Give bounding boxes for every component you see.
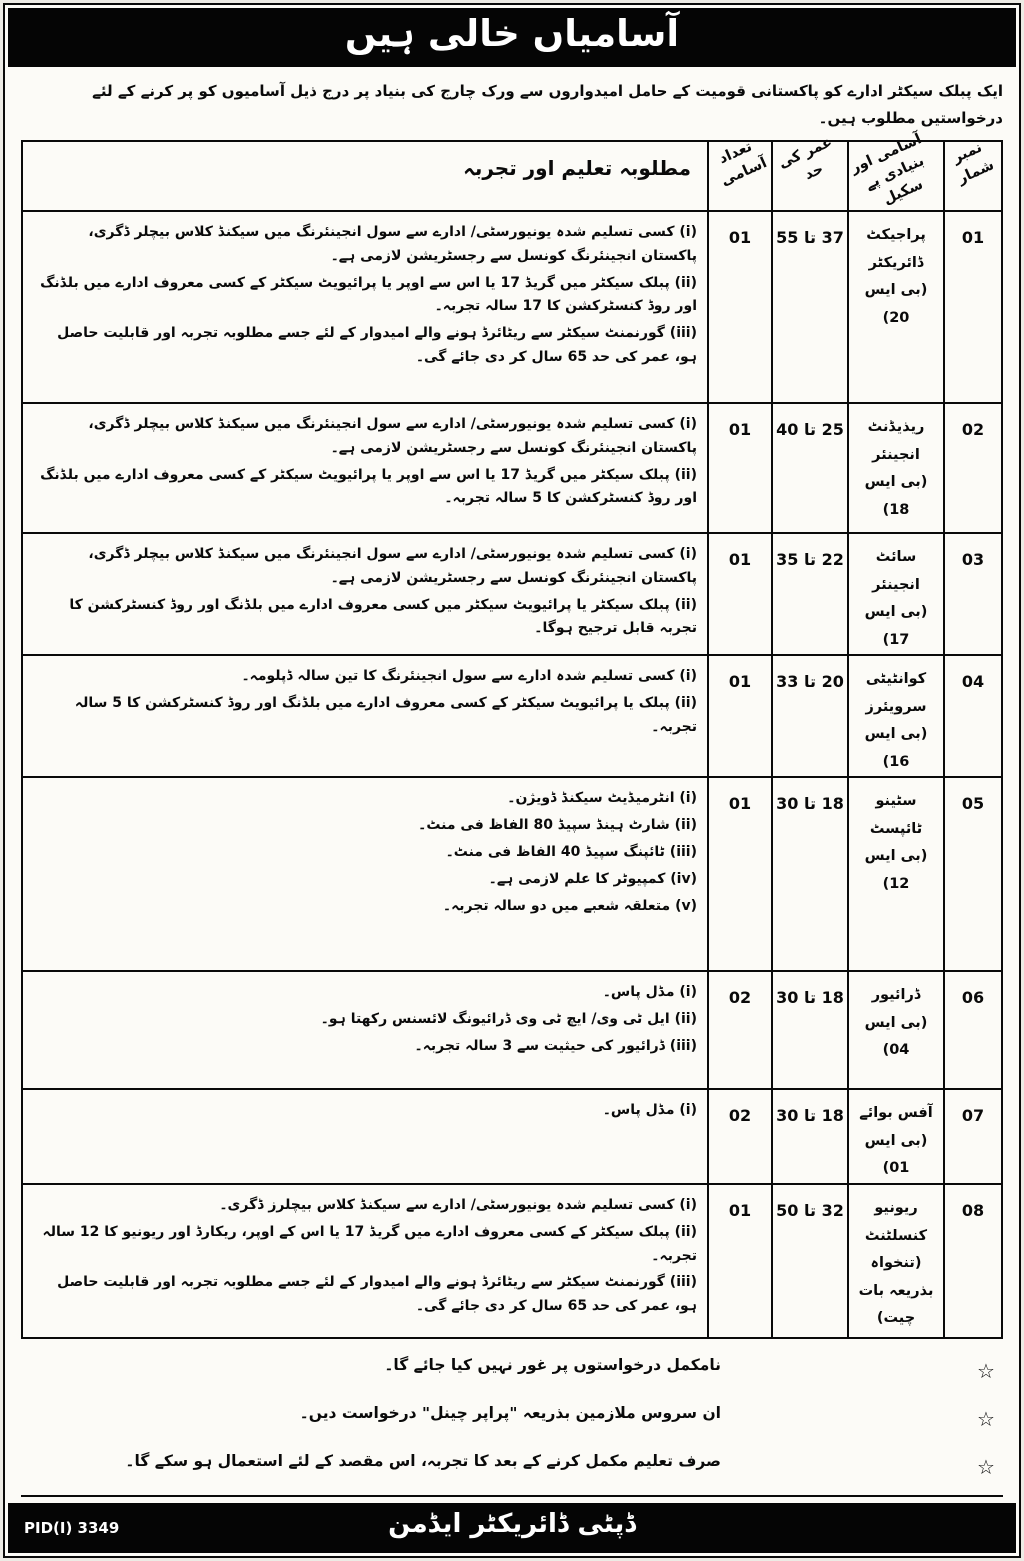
vacancies-table	[21, 131, 1003, 1339]
serial-cell: 05	[944, 777, 1002, 971]
post-cell	[848, 1184, 944, 1338]
requirement-item	[33, 594, 697, 642]
post-cell	[848, 777, 944, 971]
requirement-item	[33, 272, 697, 320]
requirement-item	[33, 464, 697, 512]
requirement-text: پبلک سیکٹر میں گریڈ 17 یا اس سے اوپر یا پرائیویٹ سیکٹر کے کسی معروف ادارے میں بلڈنگ اور روڈ کنسٹرکشن کا 5 سالہ تجربہ۔	[40, 466, 697, 507]
requirement-item	[33, 322, 697, 370]
table-row	[22, 655, 1002, 777]
education-cell	[22, 403, 708, 533]
requirement-text: کسی تسلیم شدہ یونیورسٹی/ ادارے سے سول انجینئرنگ میں سیکنڈ کلاس بیچلر ڈگری، پاکستان انجینئرنگ کونسل سے رجسٹریشن لازمی ہے۔	[88, 224, 697, 264]
note-row	[21, 1447, 1003, 1486]
requirement-text: کسی تسلیم شدہ ادارے سے سول انجینئرنگ کا تین سالہ ڈپلومہ۔	[241, 668, 675, 685]
age-cell: 20 تا 33	[772, 655, 848, 777]
note-text: صرف تعلیم مکمل کرنے کے بعد کا تجربہ، اس مقصد کے لئے استعمال ہو سکے گا۔	[125, 1452, 721, 1471]
ad-title-banner	[8, 8, 1016, 67]
requirement-number: (i)	[679, 224, 697, 240]
post-scale: (بی ایس 18)	[864, 474, 928, 518]
requirement-number: (iii)	[669, 325, 697, 342]
notes-section	[5, 1339, 1019, 1503]
post-scale: (بی ایس 17)	[864, 604, 928, 648]
post-name: سٹینو ٹائپسٹ	[869, 793, 923, 837]
post-cell	[848, 533, 944, 655]
post-cell	[848, 1089, 944, 1184]
serial-cell: 04	[944, 655, 1002, 777]
education-cell	[22, 533, 708, 655]
education-cell	[22, 655, 708, 777]
age-cell: 18 تا 30	[772, 1089, 848, 1184]
age-cell: 18 تا 30	[772, 777, 848, 971]
requirement-text: پبلک یا پرائیویٹ سیکٹر کے کسی معروف ادارے میں بلڈنگ اور روڈ کنسٹرکشن کا 5 سالہ تجربہ۔	[74, 694, 697, 735]
age-cell: 25 تا 40	[772, 403, 848, 533]
note-text: نامکمل درخواستوں پر غور نہیں کیا جائے گا۔	[384, 1356, 721, 1375]
serial-cell: 01	[944, 211, 1002, 403]
post-name: آفس بوائے	[859, 1105, 933, 1122]
requirement-item	[33, 221, 697, 269]
post-name: پراجیکٹ ڈائریکٹر	[866, 227, 926, 271]
requirement-number: (iv)	[670, 870, 697, 887]
requirement-number: (ii)	[674, 466, 697, 483]
requirement-item	[33, 1271, 697, 1319]
requirement-number: (ii)	[674, 817, 697, 834]
education-cell	[22, 1184, 708, 1338]
header-age-label: عمر کی حد	[776, 134, 835, 184]
requirement-number: (i)	[679, 668, 697, 685]
post-name: سائٹ انجینئر	[872, 549, 920, 593]
requirement-text: شارٹ ہینڈ سپیڈ 80 الفاظ فی منٹ۔	[418, 817, 670, 834]
requirement-text: ایل ٹی وی/ ایچ ٹی وی ڈرائیونگ لائسنس رکھتا ہو۔	[320, 1011, 670, 1028]
requirement-text: کسی تسلیم شدہ یونیورسٹی/ ادارے سے سیکنڈ کلاس بیچلرز ڈگری۔	[219, 1197, 675, 1214]
requirement-item	[33, 692, 697, 740]
serial-cell: 03	[944, 533, 1002, 655]
requirement-item	[33, 787, 697, 811]
requirement-number: (ii)	[674, 274, 697, 291]
requirement-number: (ii)	[674, 1011, 697, 1028]
age-cell: 37 تا 55	[772, 211, 848, 403]
table-row	[22, 1089, 1002, 1184]
requirement-text: گورنمنٹ سیکٹر سے ریٹائرڈ ہونے والے امیدوار کے لئے جسے مطلوبہ تجربہ اور قابلیت حاصل ہو، عمر کی حد 65 سال کر دی جائے گی۔	[57, 1274, 697, 1315]
header-education: مطلوبہ تعلیم اور تجربہ	[22, 141, 708, 211]
count-cell: 01	[708, 403, 772, 533]
star-icon: ☆	[977, 1359, 995, 1384]
requirement-item	[33, 413, 697, 461]
requirement-text: پبلک سیکٹر میں گریڈ 17 یا اس سے اوپر یا پرائیویٹ سیکٹر کے کسی معروف ادارے میں بلڈنگ اور روڈ کنسٹرکشن کا 17 سالہ تجربہ۔	[40, 274, 697, 315]
table-row	[22, 777, 1002, 971]
requirement-number: (iii)	[669, 843, 697, 860]
count-cell: 02	[708, 971, 772, 1089]
requirement-number: (ii)	[674, 1223, 697, 1240]
requirement-number: (iii)	[669, 1274, 697, 1291]
requirement-number: (ii)	[674, 694, 697, 711]
serial-cell: 08	[944, 1184, 1002, 1338]
requirement-item	[33, 543, 697, 591]
requirement-text: کسی تسلیم شدہ یونیورسٹی/ ادارے سے سول انجینئرنگ میں سیکنڈ کلاس بیچلر ڈگری، پاکستان انجینئرنگ کونسل سے رجسٹریشن لازمی ہے۔	[88, 546, 697, 586]
requirement-number: (i)	[679, 790, 697, 807]
post-name: ڈرائیور	[871, 987, 921, 1004]
signature-text: ڈپٹی ڈائریکٹر ایڈمن	[388, 1509, 636, 1539]
requirement-text: پبلک سیکٹر کے کسی معروف ادارے میں گریڈ 17 یا اس کے اوپر، ریکارڈ اور ریونیو کا 12 سالہ تجربہ۔	[42, 1223, 697, 1264]
requirement-item	[33, 1008, 697, 1032]
advertisement-page	[3, 3, 1021, 1558]
post-scale: (بی ایس 04)	[864, 1014, 928, 1059]
count-cell: 01	[708, 777, 772, 971]
signature-banner	[8, 1503, 1016, 1553]
serial-cell: 02	[944, 403, 1002, 533]
intro-paragraph: ایک پبلک سیکٹر ادارے کو پاکستانی قومیت کے حامل امیدواروں سے ورک چارج کی بنیاد پر درج ذیل آسامیوں کو پر کرنے کے لئے درخواستیں مطلوب ہیں۔	[92, 82, 1003, 127]
requirement-item	[33, 665, 697, 689]
table-row	[22, 211, 1002, 403]
requirement-text: ٹائپنگ سپیڈ 40 الفاظ فی منٹ۔	[445, 843, 665, 860]
post-cell	[848, 403, 944, 533]
education-cell	[22, 971, 708, 1089]
post-name: ریذیڈنٹ انجینئر	[867, 419, 925, 463]
requirement-text: ڈرائیور کی حیثیت سے 3 سالہ تجربہ۔	[414, 1037, 665, 1054]
requirement-item	[33, 868, 697, 892]
ad-title: آسامیاں خالی ہیں	[344, 12, 680, 55]
table-row	[22, 533, 1002, 655]
header-serial	[944, 141, 1002, 211]
requirement-number: (v)	[675, 897, 697, 914]
requirement-item	[33, 814, 697, 838]
post-scale: (بی ایس 01)	[864, 1132, 928, 1177]
requirement-item	[33, 1099, 697, 1123]
requirement-number: (iii)	[669, 1037, 697, 1054]
requirement-number: (i)	[679, 416, 697, 432]
post-cell	[848, 655, 944, 777]
header-count-label: تعداد آسامی	[716, 138, 770, 190]
requirement-number: (i)	[679, 546, 697, 562]
header-count	[708, 138, 772, 211]
post-scale: (بی ایس 16)	[864, 726, 928, 770]
post-name: ریونیو کنسلٹنٹ	[864, 1200, 928, 1244]
requirement-text: انٹرمیڈیٹ سیکنڈ ڈویژن۔	[507, 790, 675, 807]
note-row	[21, 1399, 1003, 1438]
header-age	[772, 134, 848, 211]
table-header-row	[22, 141, 1002, 211]
requirement-number: (i)	[679, 984, 697, 1001]
count-cell: 01	[708, 211, 772, 403]
requirement-text: مڈل پاس۔	[602, 984, 675, 1001]
post-cell	[848, 971, 944, 1089]
count-cell: 01	[708, 533, 772, 655]
table-row	[22, 403, 1002, 533]
count-cell: 01	[708, 655, 772, 777]
requirement-text: پبلک سیکٹر یا پرائیویٹ سیکٹر میں کسی معروف ادارے میں بلڈنگ اور روڈ کنسٹرکشن کا تجربہ قابل ترجیح ہوگا۔	[69, 596, 697, 637]
post-scale: (تنخواہ بذریعہ بات چیت)	[858, 1255, 934, 1327]
requirement-item	[33, 1194, 697, 1218]
age-cell: 18 تا 30	[772, 971, 848, 1089]
age-cell: 22 تا 35	[772, 533, 848, 655]
education-cell	[22, 1089, 708, 1184]
requirement-text: مڈل پاس۔	[602, 1102, 675, 1119]
post-scale: (بی ایس 12)	[864, 848, 928, 893]
requirement-item	[33, 841, 697, 865]
table-row	[22, 971, 1002, 1089]
requirement-text: متعلقہ شعبے میں دو سالہ تجربہ۔	[442, 897, 671, 914]
requirement-item	[33, 981, 697, 1005]
post-cell	[848, 211, 944, 403]
header-serial-label: نمبر شمار	[950, 139, 997, 188]
serial-cell: 07	[944, 1089, 1002, 1184]
requirement-item	[33, 895, 697, 919]
table-row	[22, 1184, 1002, 1338]
education-cell	[22, 211, 708, 403]
pid-number: PID(I) 3349	[24, 1519, 120, 1537]
requirement-item	[33, 1221, 697, 1269]
count-cell: 01	[708, 1184, 772, 1338]
note-text: ان سروس ملازمین بذریعہ "پراپر چینل" درخواست دیں۔	[299, 1404, 721, 1423]
post-scale: (بی ایس 20)	[864, 282, 928, 326]
requirement-item	[33, 1035, 697, 1059]
header-post-label: آسامی اور بنیادی پے سکیل	[848, 131, 927, 209]
requirement-text: گورنمنٹ سیکٹر سے ریٹائرڈ ہونے والے امیدوار کے لئے جسے مطلوبہ تجربہ اور قابلیت حاصل ہو، عمر کی حد 65 سال کر دی جائے گی۔	[57, 325, 697, 365]
star-icon: ☆	[977, 1407, 995, 1432]
requirement-number: (i)	[679, 1102, 697, 1119]
requirement-number: (i)	[679, 1197, 697, 1214]
star-icon: ☆	[977, 1455, 995, 1480]
requirement-number: (ii)	[674, 596, 697, 613]
age-cell: 32 تا 50	[772, 1184, 848, 1338]
education-cell	[22, 777, 708, 971]
note-row	[21, 1495, 1003, 1503]
header-post	[848, 131, 944, 211]
count-cell: 02	[708, 1089, 772, 1184]
note-row	[21, 1351, 1003, 1390]
requirement-text: کمپیوٹر کا علم لازمی ہے۔	[488, 870, 666, 887]
requirement-text: کسی تسلیم شدہ یونیورسٹی/ ادارے سے سول انجینئرنگ میں سیکنڈ کلاس بیچلر ڈگری، پاکستان انجینئرنگ کونسل سے رجسٹریشن لازمی ہے۔	[88, 416, 697, 456]
serial-cell: 06	[944, 971, 1002, 1089]
post-name: کوانٹیٹی سرویئرز	[865, 671, 927, 715]
